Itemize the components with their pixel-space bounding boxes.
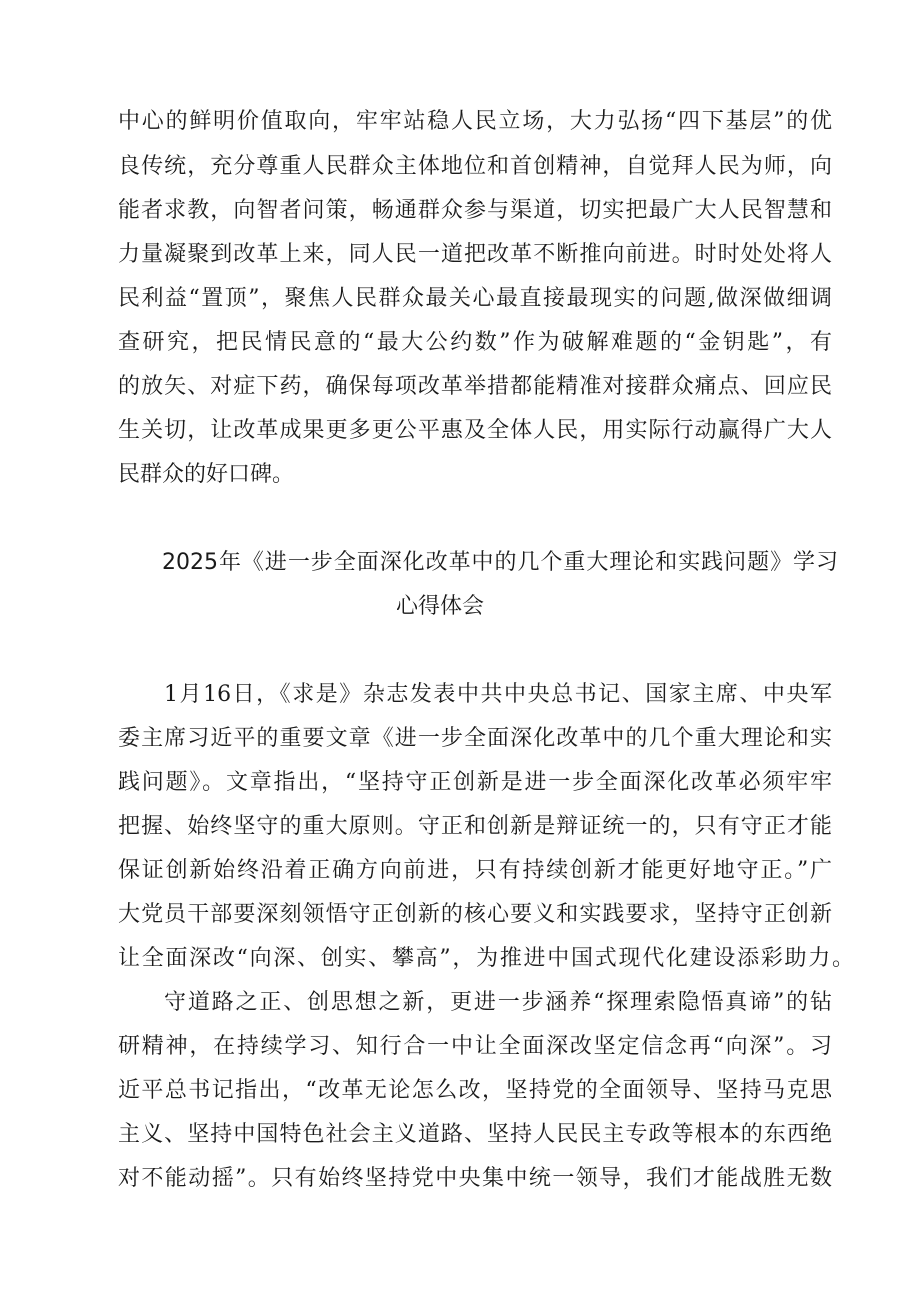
paragraph-line: 大党员干部要深刻领悟守正创新的核心要义和实践要求，坚持守正创新 <box>118 902 832 927</box>
paragraph-line: 研精神，在持续学习、知行合一中让全面深改坚定信念再“向深”。习 <box>118 1034 832 1059</box>
paragraph-line: 保证创新始终沿着正确方向前进，只有持续创新才能更好地守正。”广 <box>118 858 832 883</box>
paragraph-line: 力量凝聚到改革上来，同人民一道把改革不断推向前进。时时处处将人 <box>118 242 832 267</box>
paragraph-line: 良传统，充分尊重人民群众主体地位和首创精神，自觉拜人民为师，向 <box>118 154 832 179</box>
paragraph-line: 的放矢、对症下药，确保每项改革举措都能精准对接群众痛点、回应民 <box>118 374 832 399</box>
paragraph-line: 能者求教，向智者问策，畅通群众参与渠道，切实把最广大人民智慧和 <box>118 198 832 223</box>
article-title-line-1: 2025年《进一步全面深化改革中的几个重大理论和实践问题》学习 <box>162 550 838 575</box>
paragraph-line: 民利益“置顶”，聚焦人民群众最关心最直接最现实的问题,做深做细调 <box>118 286 832 311</box>
paragraph-line: 近平总书记指出，“改革无论怎么改，坚持党的全面领导、坚持马克思 <box>118 1078 832 1103</box>
paragraph-line: 主义、坚持中国特色社会主义道路、坚持人民民主专政等根本的东西绝 <box>118 1122 832 1147</box>
paragraph-line: 生关切，让改革成果更多更公平惠及全体人民，用实际行动赢得广大人 <box>118 418 832 443</box>
paragraph-line: 让全面深改“向深、创实、攀高”，为推进中国式现代化建设添彩助力。 <box>118 946 854 971</box>
paragraph-line: 把握、始终坚守的重大原则。守正和创新是辩证统一的，只有守正才能 <box>118 814 832 839</box>
paragraph-line: 委主席习近平的重要文章《进一步全面深化改革中的几个重大理论和实 <box>118 726 832 751</box>
paragraph-line: 践问题》。文章指出，“坚持守正创新是进一步全面深化改革必须牢牢 <box>118 770 832 795</box>
article-title-line-2: 心得体会 <box>395 594 484 619</box>
paragraph-line: 中心的鲜明价值取向，牢牢站稳人民立场，大力弘扬“四下基层”的优 <box>118 109 832 134</box>
paragraph-line: 1月16日，《求是》杂志发表中共中央总书记、国家主席、中央军 <box>164 682 832 707</box>
paragraph-line: 守道路之正、创思想之新，更进一步涵养“探理索隐悟真谛”的钻 <box>164 990 832 1015</box>
paragraph-line: 民群众的好口碑。 <box>118 462 295 487</box>
paragraph-line: 对不能动摇”。只有始终坚持党中央集中统一领导，我们才能战胜无数 <box>118 1166 832 1191</box>
paragraph-line: 查研究，把民情民意的“最大公约数”作为破解难题的“金钥匙”，有 <box>118 330 832 355</box>
